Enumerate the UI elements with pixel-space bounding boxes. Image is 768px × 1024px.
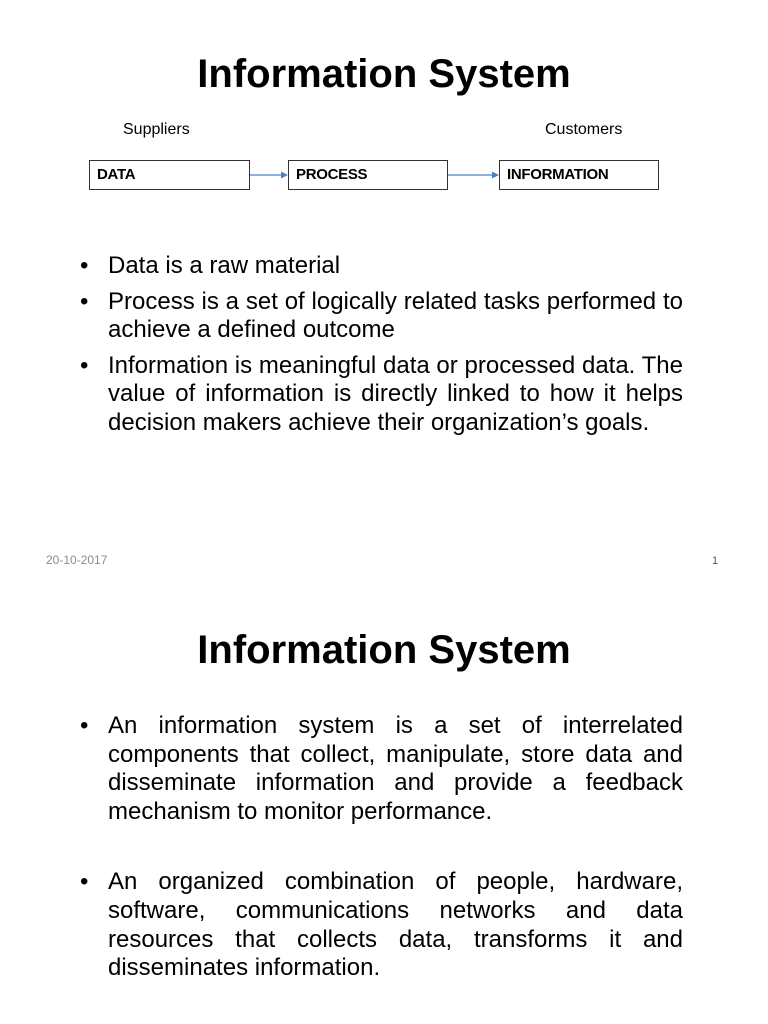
slide-2: [0, 576, 768, 1024]
slide-2-title: Information System: [197, 628, 571, 672]
slide-1-title: Information System: [197, 52, 571, 96]
process-box: PROCESS: [288, 160, 448, 190]
bullet-information: • Information is meaningful data or processed data. The value of information is directly linked to how it helps decision makers achieve their organization’s goals.: [78, 352, 683, 438]
customers-label: Customers: [545, 121, 623, 138]
bullet-organized-combination: • An organized combination of people, hardware, software, communications networks and data resources that collects data, transforms it and disseminates information.: [78, 868, 683, 982]
suppliers-label: Suppliers: [123, 121, 190, 138]
bullet-information-system-definition: • An information system is a set of interrelated components that collect, manipulate, store data and disseminate information and provide a feedback mechanism to monitor performance.: [78, 712, 683, 826]
arrow-head-process-to-information: [492, 172, 499, 179]
information-box: INFORMATION: [499, 160, 659, 190]
data-box: DATA: [89, 160, 250, 190]
footer-date: 20-10-2017: [46, 553, 108, 567]
footer-page-number: 1: [712, 555, 719, 567]
arrow-head-data-to-process: [281, 172, 288, 179]
slide-1-bullet-list: [78, 252, 683, 445]
bullet-process: • Process is a set of logically related tasks performed to achieve a defined outcome: [78, 288, 683, 345]
slide-2-bullet-list: [78, 712, 683, 990]
bullet-data: • Data is a raw material: [78, 252, 683, 281]
